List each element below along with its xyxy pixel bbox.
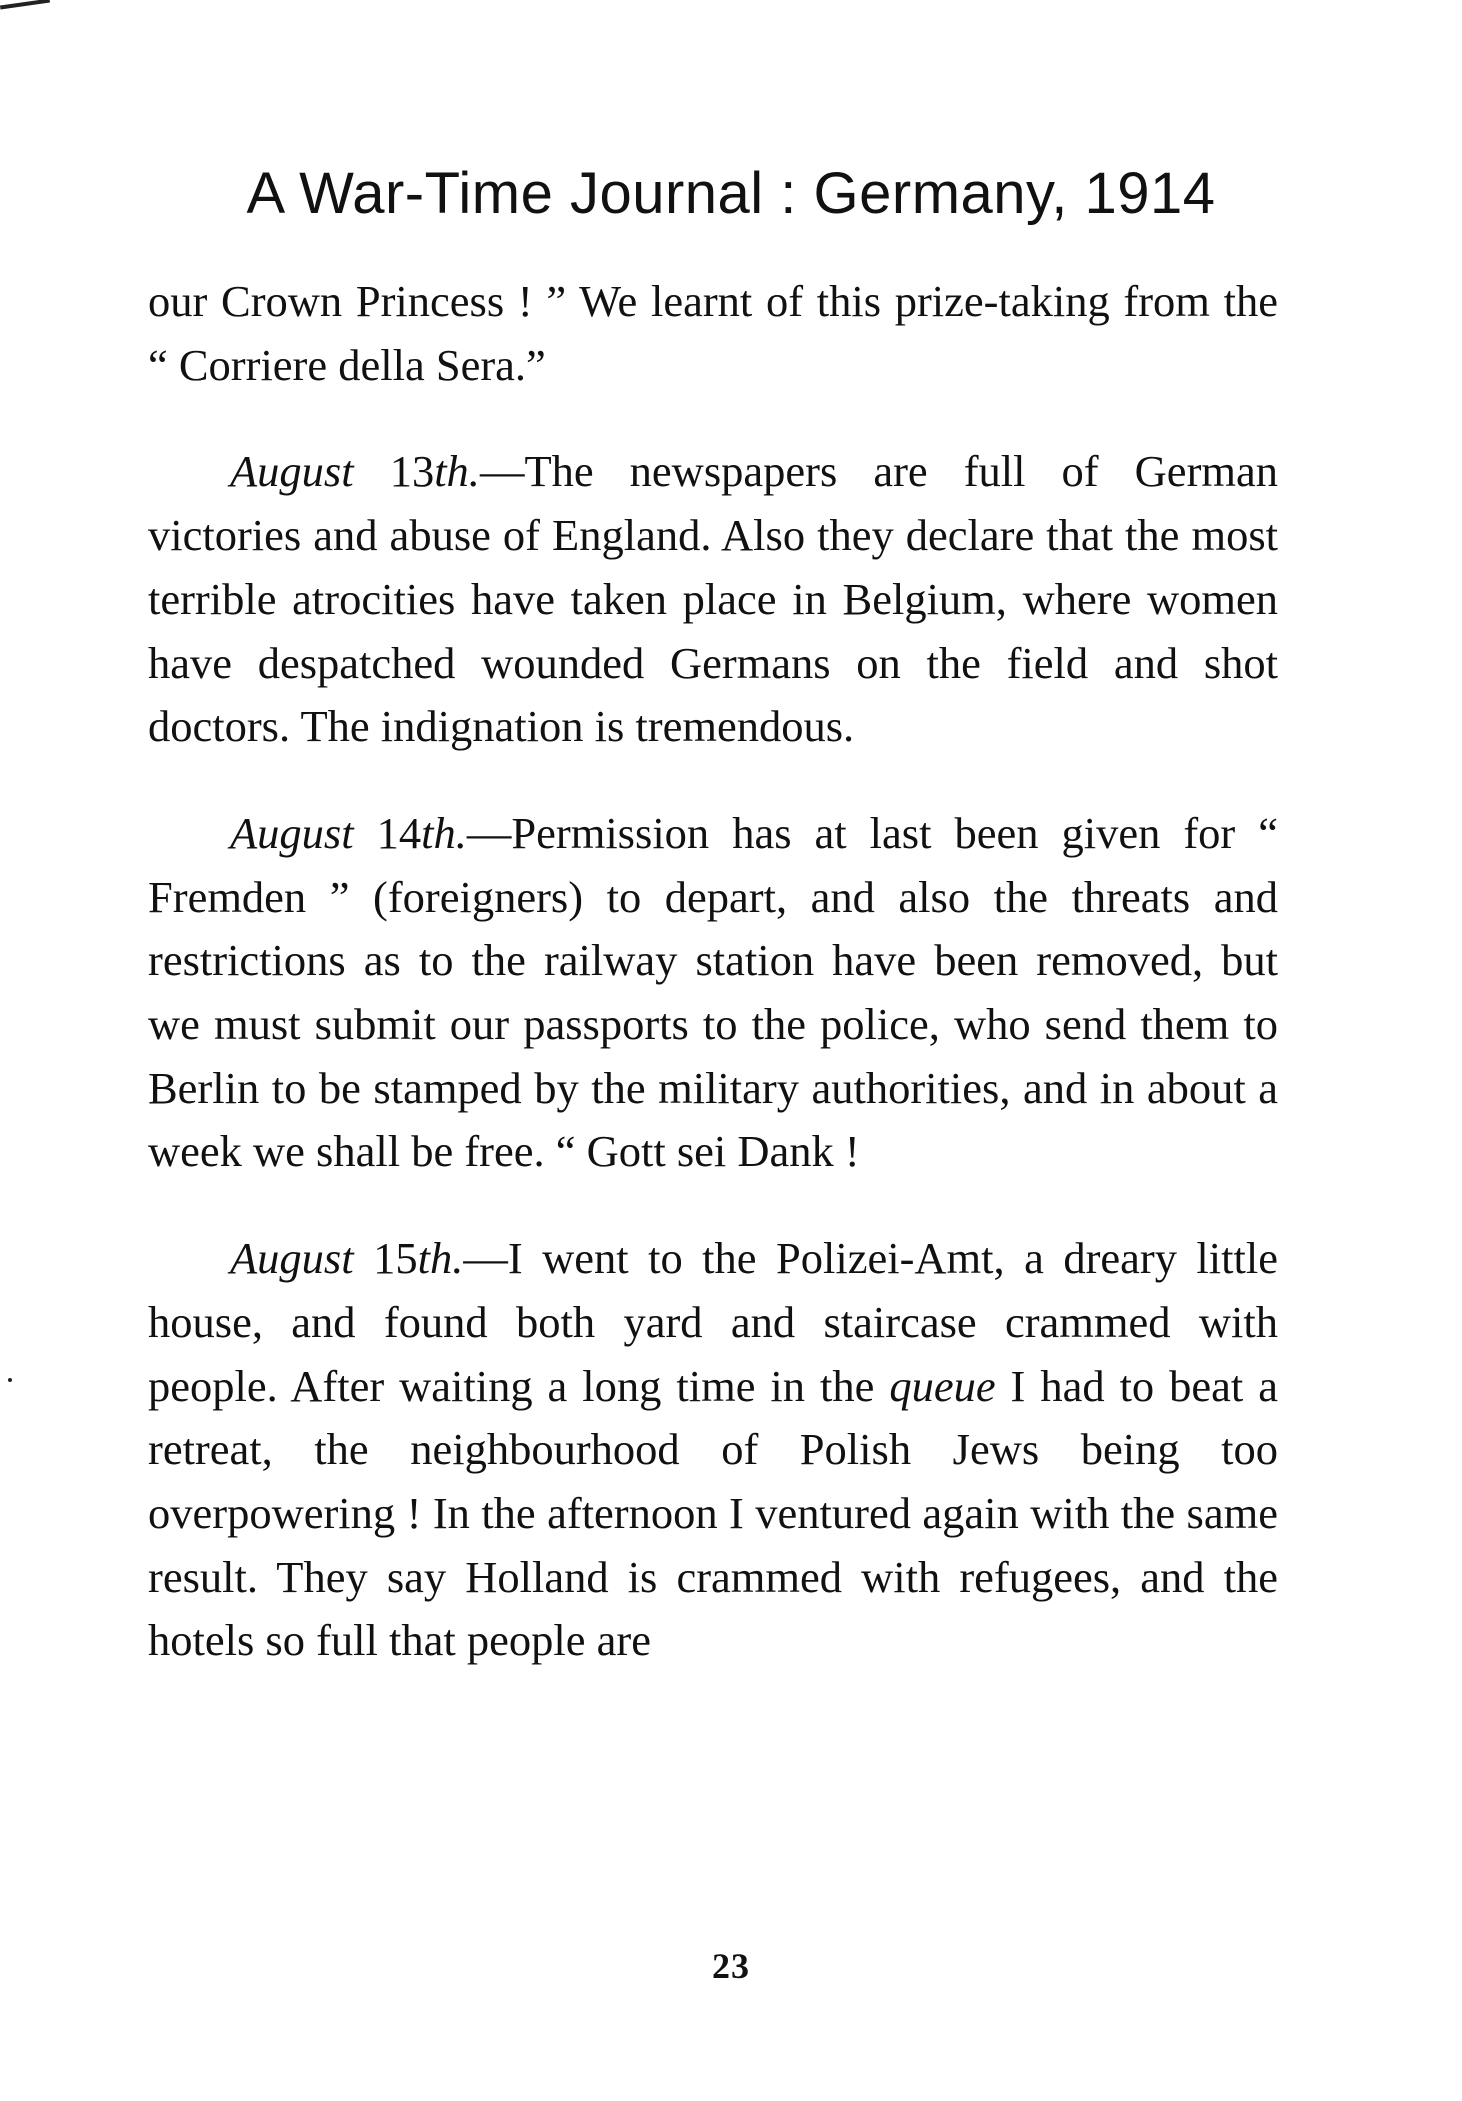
journal-entry: [148, 440, 1278, 759]
entry-day: 15: [373, 1233, 418, 1284]
paragraph-continued: [148, 270, 1278, 397]
running-head: A War-Time Journal : Germany, 1914: [246, 161, 1216, 226]
scan-mark: [0, 0, 50, 9]
entry-month: August: [230, 1233, 354, 1284]
entry-text-continued: I had to beat a retreat, the neighbourhood of Polish Jews being too overpowering ! In the afternoon I ventured again with the same result. They say Holland is crammed with refugees, and the hotels so full that people are: [148, 1360, 1278, 1666]
entry-text: —Permission has at last been given for “ Fremden ” (foreigners) to depart, and also the threats and restrictions as to the railway station have been removed, but we must submit our passports to the police, who send them to Berlin to be stamped by the military authorities, and in about a week we shall be free. “ Gott sei Dank !: [148, 807, 1279, 1177]
entry-day: 13: [389, 446, 435, 497]
entry-month: August: [230, 446, 354, 497]
entry-day-suffix: th.: [421, 807, 467, 858]
journal-entry: [148, 1227, 1278, 1673]
entry-text: —The newspapers are full of German victories and abuse of England. Also they declare that the most terrible atrocities have taken place in Belgium, where women have despatched wounded Germans on the field and shot doctors. The indignation is tremendous.: [148, 446, 1278, 752]
entry-day-suffix: th.: [434, 446, 480, 497]
scan-mark: [8, 1378, 12, 1382]
journal-entry: [148, 802, 1278, 1184]
entry-month: August: [230, 807, 354, 858]
entry-text: —I went to the Polizei-Amt, a dreary little house, and found both yard and staircase crammed with people. After waiting a long time in the: [148, 1233, 1278, 1411]
italic-word: queue: [889, 1360, 996, 1411]
entry-day: 14: [376, 807, 422, 858]
page-number: 23: [712, 1946, 750, 1986]
entry-day-suffix: th.: [417, 1233, 464, 1284]
journal-text: [148, 270, 1278, 1673]
paragraph-text: our Crown Princess ! ” We learnt of this prize-taking from the “ Corriere della Sera.”: [148, 276, 1278, 390]
